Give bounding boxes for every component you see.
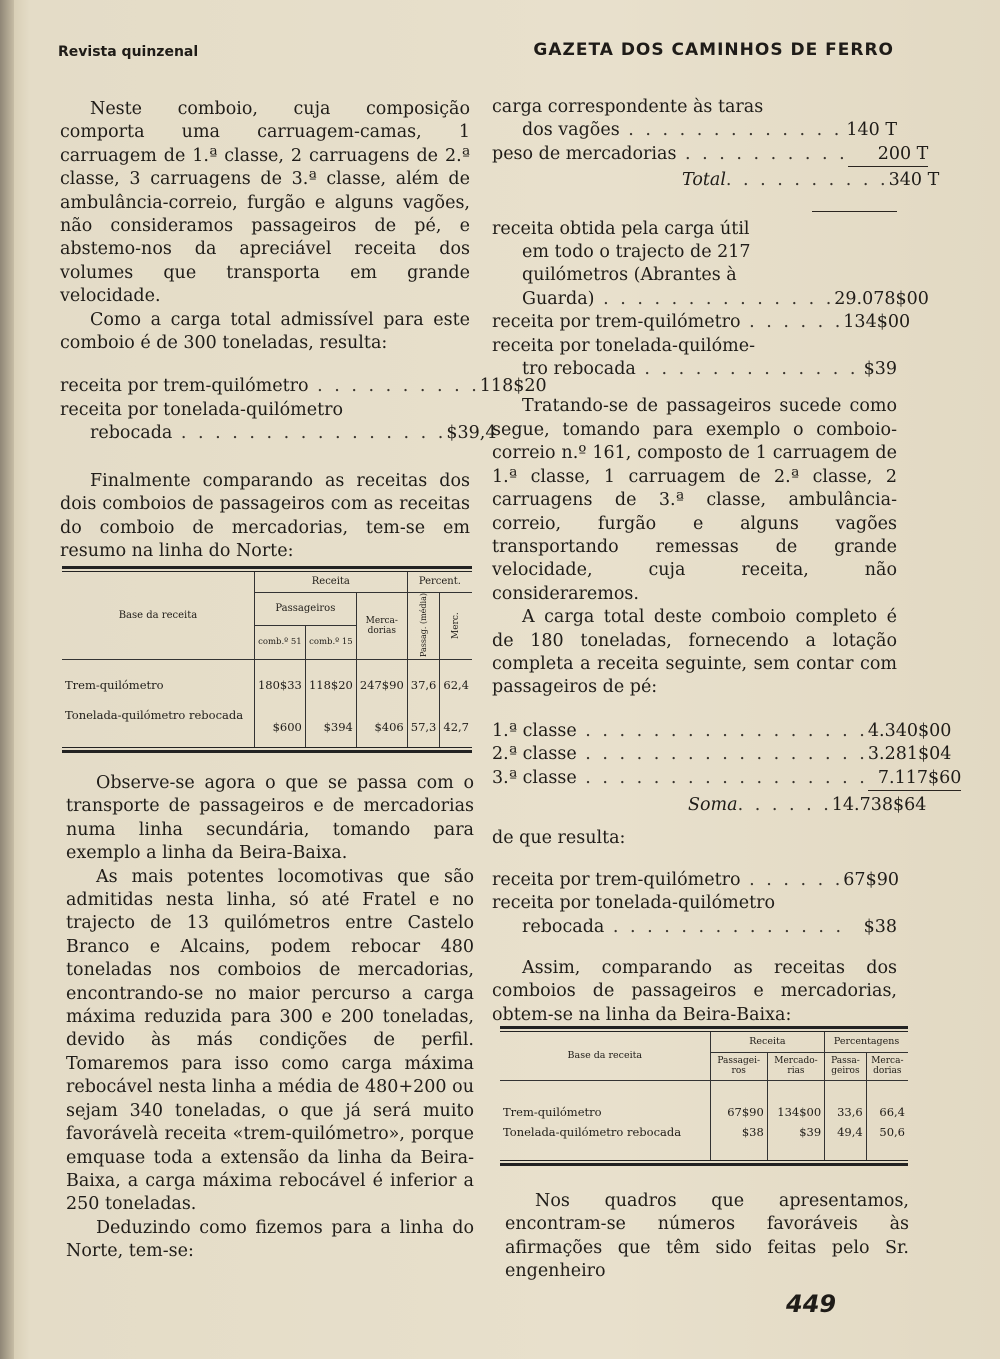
paragraph: Deduzindo como fizemos para a linha do Norte, tem-se: xyxy=(66,1217,474,1262)
paragraph: Tratando-se de passageiros sucede como segue, tomando para exemplo o comboio-correio n.º 161, composto de 1 carruagem de 1.ª classe, 1 carruagem de 2.ª classe, 2 carruagens de 3.ª classe, ambulância-correio, furgão e alguns vagões transportando remessas de grande velocidade, cuja receita, não consideraremos. xyxy=(492,396,897,604)
right-column-lower xyxy=(505,1190,909,1284)
running-header-right: GAZETA DOS CAMINHOS DE FERRO xyxy=(533,40,894,60)
calc-row: receita por tonelada-quilómetro xyxy=(60,399,344,420)
header-passageiros: Passageiros xyxy=(254,592,356,626)
left-column xyxy=(60,98,547,563)
calc-row: receita por trem-quilómetro . . . . . . . . . . 118$20 xyxy=(60,376,547,397)
book-spine-shadow xyxy=(0,0,14,1359)
header-passageiros: Passagei-ros xyxy=(710,1052,767,1080)
paragraph: Nos quadros que apresentamos, encontram-se números favoráveis às afirmações que têm sido feitas pelo Sr. engenheiro xyxy=(505,1191,909,1282)
header-percent: Percent. xyxy=(407,572,472,592)
paragraph: Finalmente comparando as receitas dos dois comboios de passageiros com as receitas do comboio de mercadorias, tem-se em resumo na linha do Norte: xyxy=(60,470,470,561)
header-base-receita: Base da receita xyxy=(500,1032,710,1080)
header-receita: Receita xyxy=(710,1032,825,1052)
table-row: Trem-quilómetro 67$90 134$00 33,6 66,4 xyxy=(500,1102,908,1122)
header-percentagens: Percentagens xyxy=(825,1032,908,1052)
table-row: Trem-quilómetro 180$33 118$20 247$90 37,6 62,4 xyxy=(62,675,472,695)
table-row: Tonelada-quilómetro rebocada $600 $394 $406 57,3 42,7 xyxy=(62,695,472,735)
paragraph: Observe-se agora o que se passa com o transporte de passageiros e de mercadorias numa linha secundária, tomando para exemplo a linha da Beira-Baixa. xyxy=(66,773,474,864)
paragraph: As mais potentes locomotivas que são admitidas nesta linha, só até Fratel e no trajecto de 13 quilómetros entre Castelo Branco e Alcains, podem rebocar 480 toneladas nos comboios de mercadorias, encontrando-se no maior percurso a carga máxima reduzida para 300 e 200 toneladas, devido às más condições de perfil. Tomaremos para isso como carga máxima rebocável nesta linha a média de 480+200 ou sejam 340 toneladas, o que já será muito favorávelà receita «trem-quilómetro», porque emquase toda a extensão da linha da Beira-Baixa, a carga máxima rebocável é inferior a 250 toneladas. xyxy=(66,866,474,1215)
paragraph: Assim, comparando as receitas dos comboios de passageiros e mercadorias, obtem-se na linha da Beira-Baixa: xyxy=(492,958,897,1025)
header-base-receita: Base da receita xyxy=(62,572,254,659)
table-beira-baixa xyxy=(500,1026,908,1166)
paragraph: Como a carga total admissível para este comboio é de 300 toneladas, resulta: xyxy=(60,309,470,354)
header-pct-mercadorias: Merca-dorias xyxy=(871,1056,904,1076)
header-pct-passageiros: Passa-geiros xyxy=(825,1052,867,1080)
header-mercadorias: Mercado-rias xyxy=(767,1052,824,1080)
page-number: 449 xyxy=(786,1290,837,1318)
right-column: carga correspondente às taras dos vagões . . . . . . . . . . . . . 140 T peso de mercadorias . . . . . . . . . . 200 T Total . . . . . . . . . . 340 T receita obtida pela carga útil em todo o trajecto de 217 quilómetros (Abrantes à Guarda) . . . . . . . . . . . . . . 29.078$00 receita por trem-quilómetro . . . . . . 134$00 receita por tonelada-quilóme- tro rebocada . . . . . . . . . . . . . $39 Tratando-se de passageiros sucede como segue, tomando para exemplo o comboio-correio n.º 161, composto de 1 carruagem de 1.ª classe, 1 carruagem de 2.ª classe, 2 carruagens de 3.ª classe, ambulância-correio, furgão e alguns vagões transportando remessas de grande velocidade, cuja receita, não consideraremos. A carga total deste comboio completo é de 180 toneladas, fornecendo a lotação completa a receita seguinte, sem contar com passageiros de pé: 1.ª classe . . . . . . . . . . . . . . . . . 4.340$00 2.ª classe . . . . . . . . . . . . . . . . . 3.281$04 3.ª classe . . . . . . . . . . . . . . . . . 7.117$60 Soma . . . . . . 14.738$64 de que resulta: receita por trem-quilómetro . . . . . . 67$90 receita por tonelada-quilómetro rebocada . . . . . . . . . . . . . . $38 Assim, comparando as receitas dos comboios de passageiros e mercadorias, obtem-se na linha da Beira-Baixa: xyxy=(492,96,897,1027)
paragraph: de que resulta: xyxy=(492,828,626,849)
header-merc: Merc. xyxy=(450,612,461,639)
running-header-left: Revista quinzenal xyxy=(58,44,199,60)
header-comb51: comb.º 51 xyxy=(254,626,305,660)
header-mercadorias: Merca-dorias xyxy=(356,592,407,659)
table-linha-norte xyxy=(62,566,472,753)
calc-row: rebocada . . . . . . . . . . . . . . . . $39,4 xyxy=(90,423,497,444)
header-receita: Receita xyxy=(254,572,407,592)
header-passag-media: Passag. (média) xyxy=(407,592,440,659)
paragraph: Neste comboio, cuja composição comporta uma carruagem-camas, 1 carruagem de 1.ª classe, 2 carruagens de 2.ª classe, 3 carruagens de 3.ª classe, além de ambulância-correio, furgão e alguns vagões, não consideramos passageiros de pé, e abstemo-nos da apreciável receita dos volumes que transporta em grande velocidade. xyxy=(60,99,470,307)
paragraph: A carga total deste comboio completo é de 180 toneladas, fornecendo a lotação completa a receita seguinte, sem contar com passageiros de pé: xyxy=(492,607,897,698)
table-row: Tonelada-quilómetro rebocada $38 $39 49,4 50,6 xyxy=(500,1122,908,1142)
header-comb15: comb.º 15 xyxy=(305,626,356,660)
left-column-lower xyxy=(66,772,474,1264)
